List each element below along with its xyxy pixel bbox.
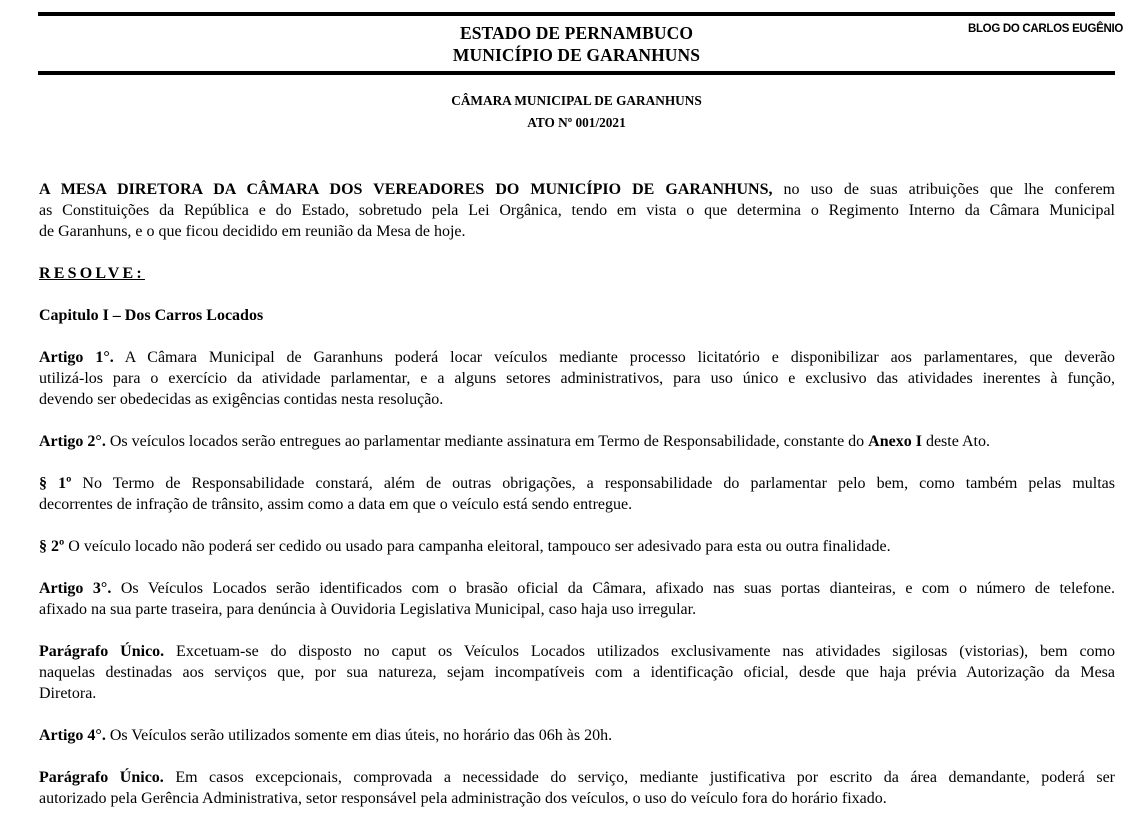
article-2-text-b: deste Ato. xyxy=(921,433,990,450)
sole-paragraph-2-label: Parágrafo Único. xyxy=(39,769,164,786)
sole-paragraph-1-text-3: Diretora. xyxy=(39,685,97,702)
article-4-label: Artigo 4°. xyxy=(39,727,106,744)
sole-paragraph-2-text-1: Em casos excepcionais, comprovada a necessidade do serviço, mediante justificativa por escrito da área demandante, poderá ser xyxy=(163,769,1115,786)
sole-paragraph-1 xyxy=(39,641,1115,704)
article-3-text-1: Os Veículos Locados serão identificados com o brasão oficial da Câmara, afixado nas suas portas dianteiras, e com o número de telefone. xyxy=(111,580,1116,597)
chamber-name: CÂMARA MUNICIPAL DE GARANHUNS xyxy=(451,93,702,108)
intro-bold: A MESA DIRETORA DA CÂMARA DOS VEREADORES DO MUNICÍPIO DE GARANHUNS, xyxy=(39,181,773,198)
paragraph-2-text: O veículo locado não poderá ser cedido ou usado para campanha eleitoral, tampouco ser adesivado para esta ou outra finalidade. xyxy=(64,538,891,555)
article-1-text-2: utilizá-los para o exercício da atividade parlamentar, e a alguns setores administrativos, para uso único e exclusivo das atividades inerentes à função, xyxy=(39,370,1115,387)
paragraph-1-label: § 1º xyxy=(39,475,72,492)
header-bottom-rule xyxy=(38,71,1115,75)
article-4 xyxy=(39,725,1115,746)
annex-ref: Anexo I xyxy=(868,433,922,450)
article-2 xyxy=(39,431,1115,452)
paragraph-2-label: § 2º xyxy=(39,538,65,555)
article-3 xyxy=(39,578,1115,620)
paragraph-1-text-2: decorrentes de infração de trânsito, assim como a data em que o veículo está sendo entregue. xyxy=(39,496,633,513)
paragraph-2 xyxy=(39,536,1115,557)
state-title: ESTADO DE PERNAMBUCO xyxy=(459,23,694,43)
municipality-title: MUNICÍPIO DE GARANHUNS xyxy=(452,45,701,65)
act-number: ATO Nº 001/2021 xyxy=(527,115,626,130)
article-1-text-1: A Câmara Municipal de Garanhuns poderá locar veículos mediante processo licitatório e disponibilizar aos parlamentares, que deverão xyxy=(113,349,1116,366)
article-2-text-a: Os veículos locados serão entregues ao parlamentar mediante assinatura em Termo de Responsabilidade, constante do xyxy=(105,433,869,450)
intro-text-1: no uso de suas atribuições que lhe conferem xyxy=(772,181,1115,198)
article-3-label: Artigo 3°. xyxy=(39,580,112,597)
chapter-heading xyxy=(39,305,1115,326)
article-4-text: Os Veículos serão utilizados somente em dias úteis, no horário das 06h às 20h. xyxy=(105,727,613,744)
article-2-label: Artigo 2°. xyxy=(39,433,106,450)
article-1 xyxy=(39,347,1115,410)
sole-paragraph-2 xyxy=(39,767,1115,809)
sole-paragraph-1-text-1: Excetuam-se do disposto no caput os Veículos Locados utilizados exclusivamente nas atividades sigilosas (vistorias), bem como xyxy=(164,643,1115,660)
intro-paragraph xyxy=(39,179,1115,242)
article-1-text-3: devendo ser obedecidas as exigências contidas nesta resolução. xyxy=(39,391,444,408)
intro-text-3: de Garanhuns, e o que ficou decidido em reunião da Mesa de hoje. xyxy=(39,223,466,240)
article-1-label: Artigo 1°. xyxy=(39,349,114,366)
paragraph-1-text-1: No Termo de Responsabilidade constará, além de outras obrigações, a responsabilidade do parlamentar pelo bem, como também pelas multas xyxy=(71,475,1116,492)
sole-paragraph-2-text-2: autorizado pela Gerência Administrativa, setor responsável pela administração dos veículos, o uso do veículo fora do horário fixado. xyxy=(39,790,887,807)
chapter-title: Capitulo I – Dos Carros Locados xyxy=(39,307,264,324)
header-top-rule xyxy=(38,12,1115,16)
paragraph-1 xyxy=(39,473,1115,515)
resolve-heading xyxy=(39,263,1115,284)
blog-watermark: BLOG DO CARLOS EUGÊNIO xyxy=(967,23,1123,35)
sole-paragraph-1-text-2: naquelas destinadas aos serviços que, por sua natureza, sejam incompatíveis com a identificação oficial, desde que haja prévia Autorização da Mesa xyxy=(39,664,1115,681)
article-3-text-2: afixado na sua parte traseira, para denúncia à Ouvidoria Legislativa Municipal, caso haja uso irregular. xyxy=(39,601,697,618)
sole-paragraph-1-label: Parágrafo Único. xyxy=(39,643,165,660)
intro-text-2: as Constituições da República e do Estado, sobretudo pela Lei Orgânica, tendo em vista o que determina o Regimento Interno da Câmara Municipal xyxy=(39,202,1115,219)
resolve-text: RESOLVE: xyxy=(39,265,145,282)
